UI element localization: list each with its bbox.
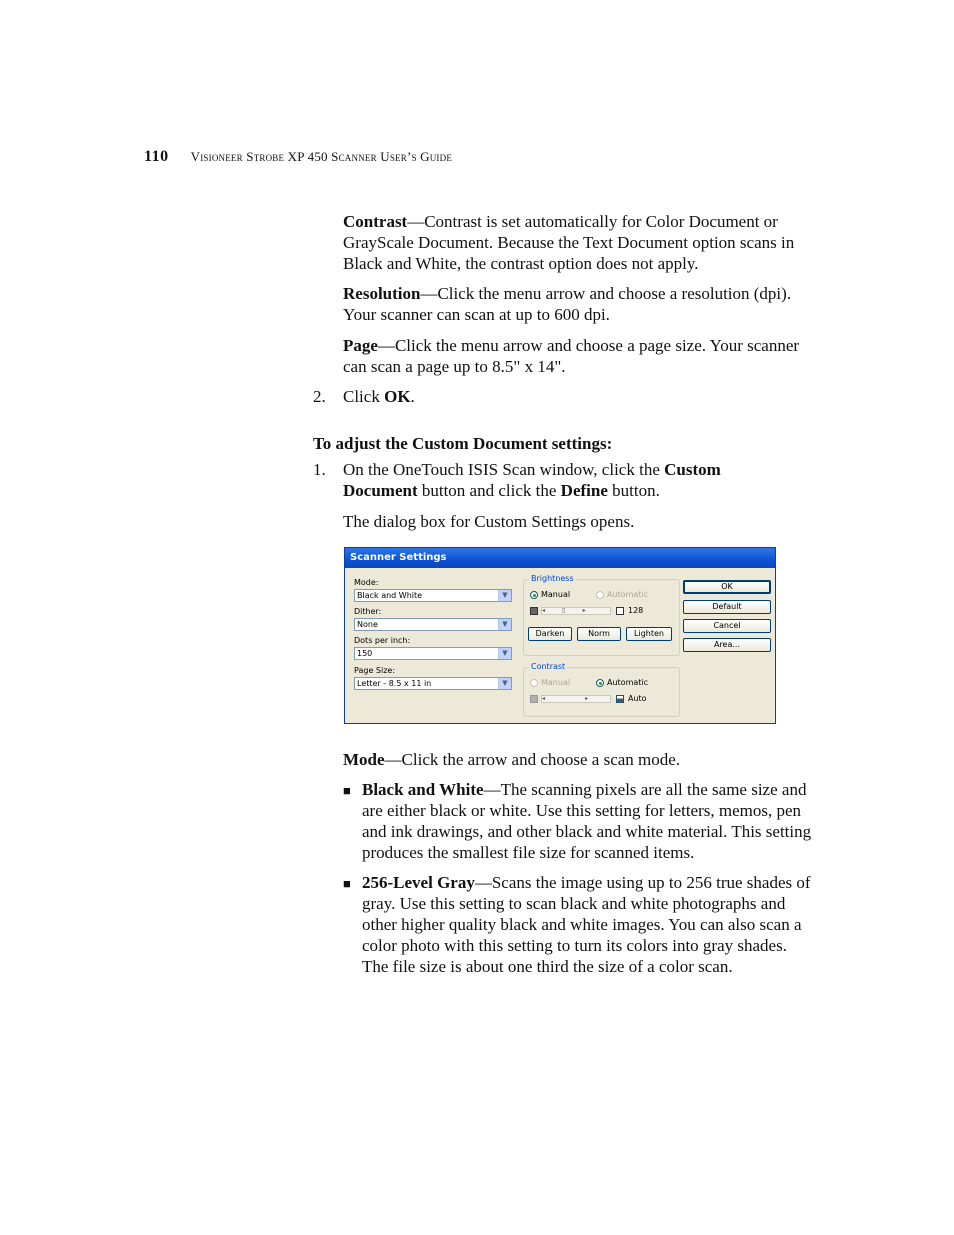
contrast-manual-radio[interactable] [530,679,538,687]
resolution-term: Resolution [343,284,421,303]
contrast-group-title: Contrast [531,662,566,671]
dither-select[interactable] [354,618,512,631]
page-paragraph [343,335,813,377]
step-2-suffix: . [410,387,415,406]
contrast-paragraph [343,211,813,274]
mode-value: Black and White [357,591,423,600]
bullet-256-level-gray [362,872,812,977]
contrast-slider[interactable]: ◂ ▸ [541,695,611,703]
dialog-body [348,569,772,720]
step-2-ok: OK [384,387,411,406]
contrast-automatic-radio[interactable] [596,679,604,687]
step-1-number: 1. [313,460,326,479]
dark-swatch-icon [530,607,538,615]
dialog-title: Scanner Settings [345,548,775,568]
dpi-select[interactable] [354,647,512,660]
bullet-icon: ■ [343,876,351,891]
page-header [144,148,452,166]
brightness-value: 128 [628,606,644,615]
darken-button[interactable]: Darken [528,627,572,641]
pagesize-label: Page Size: [354,666,396,675]
page-term: Page [343,336,378,355]
lighten-button[interactable]: Lighten [626,627,672,641]
mode-term: Mode [343,750,385,769]
brightness-group [523,574,680,656]
mode-text: —Click the arrow and choose a scan mode. [384,750,681,769]
running-title: Visioneer Strobe XP 450 Scanner User’s Guide [190,149,453,164]
norm-button[interactable]: Norm [577,627,621,641]
brightness-automatic-label: Automatic [607,590,649,599]
dither-value: None [357,620,378,629]
bullet-black-and-white [362,779,812,863]
contrast-auto-checkbox[interactable] [616,695,624,703]
step-1-custom-document: Custom Document [343,460,721,500]
dither-label: Dither: [354,607,382,616]
step-1-part3: button. [607,481,660,500]
step-2-text [343,386,813,407]
dpi-value: 150 [357,649,373,658]
dialog-intro: The dialog box for Custom Settings opens. [343,512,635,531]
contrast-text: —Contrast is set automatically for Color Document or GrayScale Document. Because the Text Document option scans in Black and White, the contrast option does not apply. [343,212,795,273]
step-2-number: 2. [313,387,326,406]
light-swatch-icon [616,607,624,615]
step-1-define: Define [560,481,608,500]
pagesize-select[interactable] [354,677,512,690]
chevron-down-icon[interactable]: ▼ [498,590,511,601]
brightness-group-title: Brightness [531,574,574,583]
scanner-settings-dialog [344,547,776,724]
page-number: 110 [144,148,169,165]
contrast-group [523,662,680,717]
step-2-prefix: Click [343,387,385,406]
bullet-2-text: —Scans the image using up to 256 true shades of gray. Use this setting to scan black and white photographs and other higher quality black and white images. You can also scan a color photo with this setting to turn its colors into gray shades. The file size is about one third the size of a color scan. [362,873,811,976]
pagesize-value: Letter - 8.5 x 11 in [357,679,432,688]
ok-button[interactable]: OK [683,580,771,594]
area-button[interactable]: Area... [683,638,771,652]
brightness-manual-radio[interactable] [530,591,538,599]
resolution-paragraph [343,283,813,325]
mode-paragraph [343,749,813,770]
contrast-low-swatch-icon [530,695,538,703]
step-1-part1: On the OneTouch ISIS Scan window, click the [343,460,665,479]
cancel-button[interactable]: Cancel [683,619,771,633]
bullet-icon: ■ [343,783,351,798]
chevron-down-icon[interactable]: ▼ [498,648,511,659]
brightness-automatic-radio[interactable] [596,591,604,599]
mode-label: Mode: [354,578,379,587]
dpi-label: Dots per inch: [354,636,411,645]
contrast-automatic-label: Automatic [607,678,649,687]
bullet-1-term: Black and White [362,780,484,799]
brightness-slider[interactable]: ◂ ▯ ▸ [541,607,611,615]
contrast-term: Contrast [343,212,408,231]
resolution-text: —Click the menu arrow and choose a resolution (dpi). Your scanner can scan at up to 600 dpi. [343,284,792,324]
default-button[interactable]: Default [683,600,771,614]
page-text: —Click the menu arrow and choose a page size. Your scanner can scan a page up to 8.5" x 14". [343,336,800,376]
bullet-1-text: —The scanning pixels are all the same size and are either black or white. Use this setting for letters, memos, pen and ink drawings, and other black and white material. This setting produces the smallest file size for scanned items. [362,780,812,862]
step-1-text [343,459,763,501]
chevron-down-icon[interactable]: ▼ [498,678,511,689]
mode-select[interactable] [354,589,512,602]
custom-document-heading: To adjust the Custom Document settings: [313,434,613,453]
brightness-manual-label: Manual [541,590,571,599]
chevron-down-icon[interactable]: ▼ [498,619,511,630]
step-1-part2: button and click the [417,481,561,500]
contrast-auto-label: Auto [628,694,647,703]
bullet-2-term: 256-Level Gray [362,873,475,892]
contrast-manual-label: Manual [541,678,571,687]
